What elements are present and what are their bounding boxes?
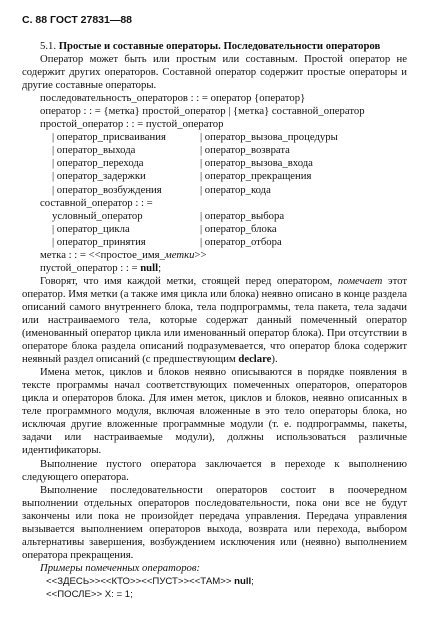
paragraph-implicit-declarations: Имена меток, циклов и блоков неявно описываются в порядке появления в тексте программы начал соответствующих помеченных операторов, операторов цикла и операторов блока. Для имен меток, циклов и блоков, неявно описанных в теле программного модуля, включая вложенные в это тело операторы блока, но исключая другие вложенные программные модули (т. е. подпрограммы, пакеты, задачи или настраиваемые модули), должны использоваться различные идентификаторы. — [22, 366, 407, 457]
grammar-label-rule: метка : : = <<простое_имя_метки>> — [40, 248, 207, 261]
grammar-simple-rule: простой_оператор : : = пустой_оператор — [40, 118, 224, 131]
grammar-simple-row: | оператор_возбуждения | оператор_кода — [52, 183, 271, 196]
paragraph-null-statement: Выполнение пустого оператора заключается в переходе к выполнению следующего оператора. — [22, 457, 407, 483]
section-title: Простые и составные операторы. Последовательности операторов — [58, 40, 381, 52]
example-line: <<ПОСЛЕ>> X: = 1; — [46, 588, 133, 600]
grammar-simple-row: | оператор_задержки | оператор_прекращения — [52, 170, 312, 183]
examples-title: Примеры помеченных операторов: — [40, 561, 201, 574]
page-content — [22, 40, 407, 601]
grammar-simple-row: | оператор_присваивания | оператор_вызова_процедуры — [52, 131, 338, 144]
grammar-null-rule: пустой_оператор : : = null; — [40, 261, 162, 274]
grammar-compound-rule: составной_оператор : : = — [40, 196, 153, 209]
example-line: <<ЗДЕСЬ>><<КТО>><<ПУСТ>><<ТАМ>> null; — [46, 575, 254, 587]
grammar-compound-row: | оператор_цикла | оператор_блока — [52, 222, 277, 235]
grammar-compound-row: | оператор_принятия | оператор_отбора — [52, 235, 282, 248]
page-header: С. 88 ГОСТ 27831—88 — [22, 14, 133, 26]
grammar-statement-rule: оператор : : = {метка} простой_оператор | {метка} составной_оператор — [40, 105, 365, 118]
section-heading — [22, 40, 407, 53]
grammar-compound-row: условный_оператор | оператор_выбора — [52, 209, 285, 222]
section-number: 5.1. — [40, 40, 57, 52]
grammar-sequence-rule: последовательность_операторов : : = оператор {оператор} — [40, 92, 306, 105]
paragraph-sequence-execution: Выполнение последовательности операторов состоит в поочередном выполнении отдельных операторов последовательности, пока они все не будут закончены или пока не произойдет передача управления. Передача управления вызывается выполнением операторов выхода, возврата или перехода, выбором альтернативы завершения, возбуждением исключения или (неявно) выполнением оператора прекращения. — [22, 483, 407, 561]
paragraph-labels: Говорят, что имя каждой метки, стоящей перед оператором, помечает этот оператор. Имя метки (а также имя цикла или блока) неявно описано в конце раздела описаний самого внутреннего блока, тела подпрограммы, тела пакета, тела задачи или настраиваемого тела, которые содержат данный помеченный оператор (именованный оператор цикла или именованный оператор блока). При отсутствии в операторе блока раздела описаний подразумевается, что оператор блока содержит неявный раздел описаний (с предшествующим declare). — [22, 274, 407, 366]
grammar-simple-row: | оператор_выхода | оператор_возврата — [52, 144, 290, 157]
section-intro: Оператор может быть или простым или составным. Простой оператор не содержит других операторов. Составной оператор содержит простые операторы и другие составные операторы. — [22, 53, 407, 92]
grammar-simple-row: | оператор_перехода | оператор_вызова_входа — [52, 157, 313, 170]
